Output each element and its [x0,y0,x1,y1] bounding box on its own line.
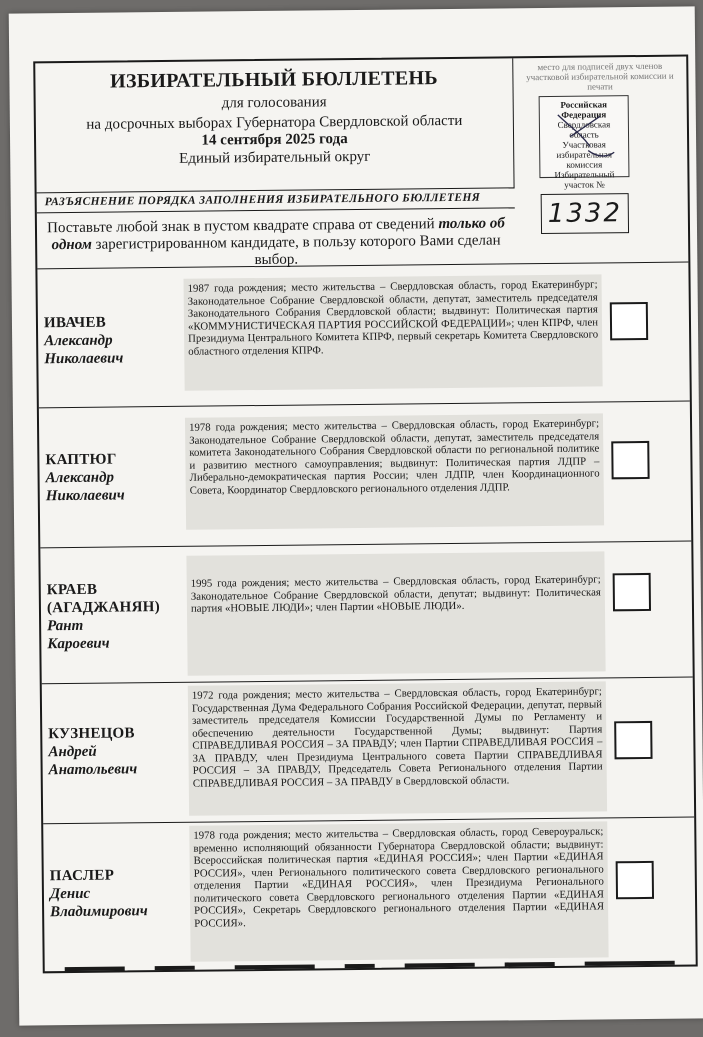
ballot-title: ИЗБИРАТЕЛЬНЫЙ БЮЛЛЕТЕНЬ [109,67,438,93]
instructions-part: Поставьте любой знак в пустом квадрате справа от сведений [47,216,439,237]
vote-checkbox[interactable] [611,441,649,479]
candidate-surname: ПАСЛЕР [49,867,115,885]
marker-segment [235,964,315,969]
election-date: 14 сентября 2025 года [201,131,348,149]
header-line2: на досрочных выборах Губернатора Свердловской области [86,112,463,133]
candidate-row [42,678,694,821]
candidate-firstname: Александр [45,469,115,487]
candidate-patronymic: Владимирович [50,903,148,921]
candidate-surname: ИВАЧЕВ [43,314,107,332]
candidate-name [47,580,176,653]
handwritten-signature [550,106,621,167]
candidate-name [50,866,179,921]
candidate-surname: КУЗНЕЦОВ [48,725,135,743]
marker-segment [345,964,375,968]
vote-checkbox[interactable] [616,861,654,899]
stamp-line: область [569,129,599,140]
candidate-patronymic: Кароевич [47,635,110,653]
marker-segment [155,966,195,970]
candidate-bio: 1978 года рождения; место жительства – Свердловская область, город Североуральск; временно исполняющий обязанности Губернатора Свердловской области; выдвинут: Всероссийская политическая партия «ЕДИНАЯ РОССИЯ»; член Партии «ЕДИНАЯ РОССИЯ», член Регионального политического совета Свердловского регионального отделения Партии «ЕДИНАЯ РОССИЯ», член Президиума Регионального политического совета Свердловского регионального отделения Партии «ЕДИНАЯ РОССИЯ», Секретарь Свердловского регионального отделения Партии «ЕДИНАЯ РОССИЯ». [189,821,608,961]
ballot-frame [33,55,698,974]
candidate-bio: 1978 года рождения; место жительства – Свердловская область, город Екатеринбург; Законодательное Собрание Свердловской области, депутат, заместитель председателя комитета Законодательного Собрания Свердловской области по региональной политике и развитию местного самоуправления; выдвинут: Политическая партия ЛДПР – Либерально-демократическая партия России; член ЛДПР, член Координационного Совета, Координатор Свердловского регионального отделения ЛДПР. [185,413,604,529]
vote-checkbox[interactable] [614,721,652,759]
candidate-patronymic: Анатольевич [48,761,138,779]
stamp-line: Свердловская [557,119,611,130]
candidate-name [48,724,177,779]
candidate-surname: КРАЕВ (АГАДЖАНЯН) [46,581,161,617]
candidate-row [43,818,695,965]
commission-stamp [539,95,630,190]
candidate-bio: 1972 года рождения; место жительства – Свердловская область, город Екатеринбург; Государственная Дума Федерального Собрания Российской Федерации, депутат, первый заместитель председателя Комиссии Государственной Думы по Регламенту и обеспечению деятельности Государственной Думы; выдвинут: Партия СПРАВЕДЛИВАЯ РОССИЯ – ЗА ПРАВДУ; член Партии СПРАВЕДЛИВАЯ РОССИЯ – ЗА ПРАВДУ, член Президиума Центрального совета Партии СПРАВЕДЛИВАЯ РОССИЯ – ЗА ПРАВДУ, Председатель Совета Регионального отделения Партии СПРАВЕДЛИВАЯ РОССИЯ – ЗА ПРАВДУ в Свердловской области. [188,681,607,815]
candidate-patronymic: Николаевич [44,350,124,368]
stamp-line: участок № [564,179,605,190]
marker-segment [65,966,125,971]
precinct-number: 1332 [541,193,629,234]
instructions-text [37,211,515,269]
stamp-line: Российская Федерация [560,99,608,120]
stamp-line: Участковая [562,139,606,150]
header-line1: для голосования [221,94,327,112]
candidate-firstname: Денис [49,885,91,903]
instructions-part: зарегистрированном кандидате, в пользу которого Вами сделан выбор. [91,232,501,269]
candidate-row [37,264,689,407]
marker-segment [585,961,675,966]
candidate-row [39,403,691,546]
candidate-firstname: Александр [44,332,113,350]
candidate-surname: КАПТЮГ [45,451,117,469]
candidate-row [40,543,692,684]
instructions-title: РАЗЪЯСНЕНИЕ ПОРЯДКА ЗАПОЛНЕНИЯ ИЗБИРАТЕЛЬНОГО БЮЛЛЕТЕНЯ [37,188,515,213]
candidate-bio: 1987 года рождения; место жительства – Свердловская область, город Екатеринбург; Законодательное Собрание Свердловской области, депутат, заместитель председателя Законодательного Собрания Свердловской области; выдвинут: Политическая партия «КОММУНИСТИЧЕСКАЯ ПАРТИЯ РОССИЙСКОЙ ФЕДЕРАЦИИ»; член КПРФ, член Президиума Центрального Комитета КПРФ, первый секретарь Комитета Свердловского областного отделения КПРФ. [184,274,603,390]
candidate-firstname: Андрей [48,743,97,761]
commission-corner [513,57,688,239]
signature-note: место для подписей двух членов участковой избирательной комиссии и печати [526,60,674,92]
ballot-paper [9,6,703,1025]
vote-checkbox[interactable] [610,302,648,340]
marker-segment [505,962,555,967]
stamp-line: комиссия [566,159,603,170]
marker-segment [405,963,475,968]
electoral-district: Единый избирательный округ [179,148,371,167]
candidate-name [45,450,174,505]
instructions-emphasis: только об одном [51,215,505,254]
ballot-header [35,58,514,193]
candidate-name [44,313,173,368]
candidate-firstname: Рант [47,617,84,635]
stamp-line: избирательная [556,149,613,160]
candidate-bio: 1995 года рождения; место жительства – Свердловская область, город Екатеринбург; Законодательное Собрание Свердловской области, депутат; выдвинут: Политическая партия «НОВЫЕ ЛЮДИ»; член Партии «НОВЫЕ ЛЮДИ». [186,551,605,675]
vote-checkbox[interactable] [613,573,651,611]
stamp-line: Избирательный [554,169,615,180]
candidate-patronymic: Николаевич [45,487,125,505]
